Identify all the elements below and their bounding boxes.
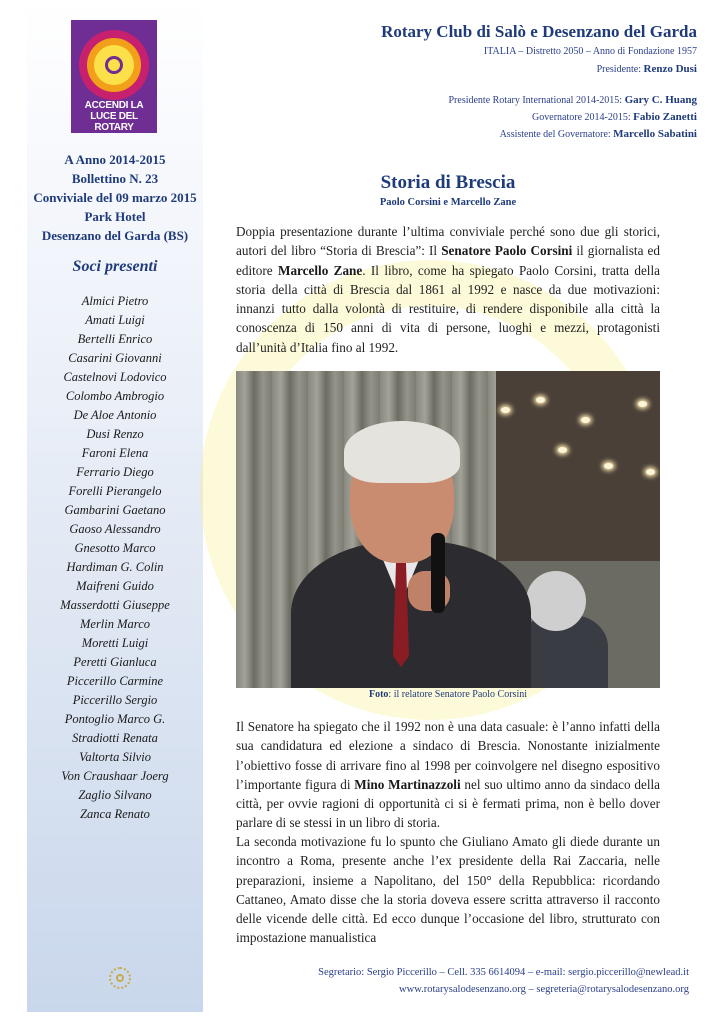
- article-title: Storia di Brescia: [380, 172, 516, 193]
- district-line: ITALIA – Distretto 2050 – Anno di Fondazione 1957: [483, 46, 697, 57]
- member-item: Von Craushaar Joerg: [61, 769, 169, 783]
- member-item: Zaglio Silvano: [78, 788, 152, 802]
- photo-caption: Foto: il relatore Senatore Paolo Corsini: [368, 689, 528, 700]
- member-item: Faroni Elena: [81, 446, 149, 460]
- member-item: Hardiman G. Colin: [66, 560, 164, 574]
- member-item: Forelli Pierangelo: [68, 484, 162, 498]
- member-item: Zanca Renato: [80, 807, 150, 821]
- assistant-name: Marcello Sabatini: [613, 128, 697, 140]
- rotary-logo-icon: [71, 20, 157, 133]
- member-item: Bertelli Enrico: [77, 332, 153, 346]
- bulletin-venue: Park Hotel: [84, 209, 146, 224]
- member-item: Colombo Ambrogio: [65, 389, 165, 403]
- member-item: Gnesotto Marco: [74, 541, 156, 555]
- member-item: Gambarini Gaetano: [64, 503, 166, 517]
- ri-president-line: Presidente Rotary International 2014-2015: Gary C. Huang: [448, 94, 697, 106]
- soci-title: Soci presenti: [72, 258, 158, 275]
- member-item: Castelnovi Lodovico: [63, 370, 167, 384]
- article-paragraph-2: Il Senatore ha spiegato che il 1992 non è una data casuale: è l’anno infatti della sua candidatura ed elezione a sindaco di Brescia. Nonostante inizialmente l’obiettivo fosse di arrivare fino al 1998 per coinvolgere nel disegno espositivo l’importante figura di Mino Martinazzoli nel suo ultimo anno da sindaco della città, per ovvie ragioni di opportunità ci si è fermati prima, non è bello dover parlare di se stessi in un libro di storia.: [236, 719, 660, 831]
- member-item: Pontoglio Marco G.: [64, 712, 166, 726]
- article-paragraph-1: Doppia presentazione durante l’ultima conviviale perché sono due gli storici, autori del libro “Storia di Brescia”: Il Senatore Paolo Corsini il giornalista ed editore Marcello Zane. Il libro, come ha spiegato Paolo Corsini, tratta della storia della città di Brescia dal 1861 al 1992 e nasce da due motivazioni: innanzi tutto dalla volontà di restituire, di rendere disponibile alla città la conoscenza di 150 anni di vita di persone, luoghi e mezzi, protagonisti dall’unità d’Italia fino al 1992.: [236, 224, 660, 355]
- bulletin-year: A Anno 2014-2015: [64, 152, 166, 167]
- member-item: Piccerillo Carmine: [66, 674, 164, 688]
- logo-text: ACCENDI LA LUCE DEL ROTARY: [84, 100, 144, 133]
- member-item: Masserdotti Giuseppe: [60, 598, 170, 612]
- assistant-line: Assistente del Governatore: Marcello Sabatini: [499, 128, 697, 140]
- member-item: Casarini Giovanni: [68, 351, 162, 365]
- member-item: Amati Luigi: [85, 313, 145, 327]
- footer-secretary: Segretario: Sergio Piccerillo – Cell. 335 6614094 – e-mail: sergio.piccerillo@newlead.it: [318, 967, 689, 978]
- member-item: De Aloe Antonio: [73, 408, 157, 422]
- member-item: Valtorta Silvio: [79, 750, 151, 764]
- president-line: Presidente: Renzo Dusi: [596, 63, 697, 75]
- members-list: [27, 292, 203, 824]
- article-authors: Paolo Corsini e Marcello Zane: [379, 197, 517, 208]
- governor-name: Fabio Zanetti: [633, 111, 697, 123]
- member-item: Ferrario Diego: [76, 465, 154, 479]
- member-item: Stradiotti Renata: [72, 731, 158, 745]
- member-item: Peretti Gianluca: [73, 655, 157, 669]
- member-item: Almici Pietro: [81, 294, 149, 308]
- president-name: Renzo Dusi: [643, 63, 697, 75]
- ri-president-name: Gary C. Huang: [624, 94, 697, 106]
- member-item: Maifreni Guido: [76, 579, 154, 593]
- governor-line: Governatore 2014-2015: Fabio Zanetti: [532, 111, 697, 123]
- rotary-wheel-icon: [109, 967, 131, 989]
- club-title: Rotary Club di Salò e Desenzano del Garda: [381, 22, 697, 41]
- member-item: Gaoso Alessandro: [69, 522, 161, 536]
- bulletin-number: Bollettino N. 23: [71, 171, 159, 186]
- bulletin-event: Conviviale del 09 marzo 2015: [33, 190, 197, 205]
- footer-website: www.rotarysalodesenzano.org – segreteria@rotarysalodesenzano.org: [399, 984, 689, 995]
- bulletin-city: Desenzano del Garda (BS): [41, 228, 189, 243]
- member-item: Merlin Marco: [79, 617, 150, 631]
- member-item: Dusi Renzo: [86, 427, 144, 441]
- article-paragraph-3: La seconda motivazione fu lo spunto che Giuliano Amato gli diede durante un incontro a Roma, presente anche l’ex presidente della Rai Zaccaria, nelle preparazioni, insieme a Napolitano, del 150° della Repubblica: ricordando Cattaneo, Amato disse che la storia doveva essere scritta attraverso il racconto delle vicende delle città. Ed ecco dunque l’occasione del libro, strutturato con impostazione manualistica: [236, 834, 660, 946]
- member-item: Piccerillo Sergio: [72, 693, 158, 707]
- bulletin-info: [27, 150, 203, 245]
- member-item: Moretti Luigi: [81, 636, 149, 650]
- speaker-photo: [236, 371, 660, 688]
